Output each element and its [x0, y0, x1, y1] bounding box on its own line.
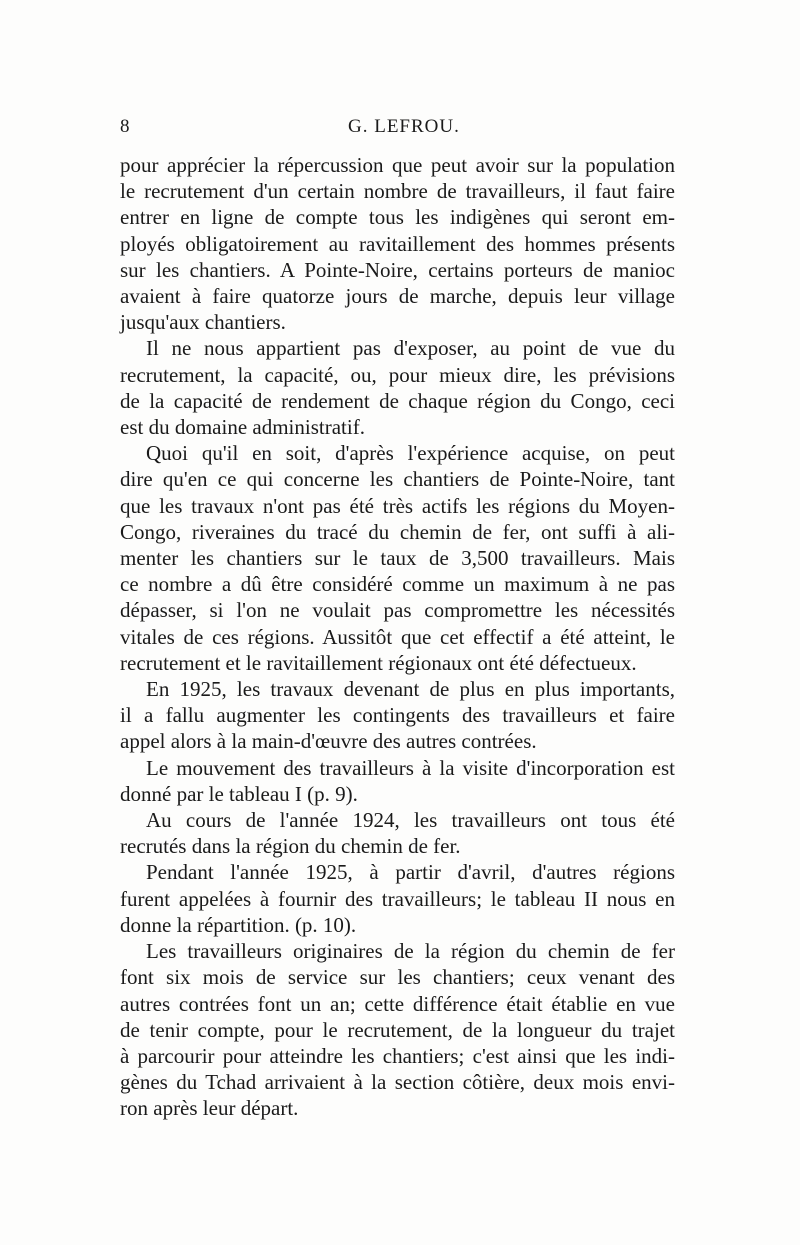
text-line: sur les chantiers. A Pointe-Noire, certains porteurs de manioc — [120, 257, 675, 282]
paragraph — [120, 807, 675, 859]
paragraph — [120, 152, 675, 335]
paragraph — [120, 938, 675, 1121]
text-line: Les travailleurs originaires de la région du chemin de fer — [146, 939, 675, 964]
text-line: recrutement, la capacité, ou, pour mieux dire, les prévisions — [120, 362, 675, 387]
paragraph — [120, 335, 675, 440]
body-text — [120, 152, 675, 1122]
text-line: Congo, riveraines du tracé du chemin de fer, ont suffi à ali- — [120, 519, 675, 544]
text-line: de la capacité de rendement de chaque région du Congo, ceci — [120, 388, 675, 413]
text-line: Pendant l'année 1925, à partir d'avril, d'autres régions — [146, 860, 675, 885]
page-number: 8 — [120, 116, 130, 137]
text-line: jusqu'aux chantiers. — [120, 310, 286, 335]
text-line: donne la répartition. (p. 10). — [120, 912, 357, 937]
text-line: Au cours de l'année 1924, les travailleurs ont tous été — [146, 808, 675, 833]
paragraph — [120, 859, 675, 938]
text-line: appel alors à la main-d'œuvre des autres contrées. — [120, 729, 537, 754]
text-line: Il ne nous appartient pas d'exposer, au point de vue du — [146, 336, 675, 361]
text-line: donné par le tableau I (p. 9). — [120, 781, 358, 806]
text-line: à parcourir pour atteindre les chantiers; c'est ainsi que les indi- — [120, 1043, 675, 1068]
text-line: le recrutement d'un certain nombre de travailleurs, il faut faire — [120, 179, 675, 204]
text-line: ployés obligatoirement au ravitaillement des hommes présents — [120, 231, 675, 256]
running-head — [120, 116, 675, 142]
text-line: pour apprécier la répercussion que peut avoir sur la population — [120, 153, 675, 177]
text-line: dépasser, si l'on ne voulait pas compromettre les nécessités — [120, 598, 675, 623]
text-line: avaient à faire quatorze jours de marche, depuis leur village — [120, 284, 675, 309]
text-line: de tenir compte, pour le recrutement, de la longueur du trajet — [120, 1017, 675, 1042]
text-line: ron après leur départ. — [120, 1096, 299, 1121]
text-line: autres contrées font un an; cette différence était établie en vue — [120, 991, 675, 1016]
text-line: recrutés dans la région du chemin de fer. — [120, 834, 461, 859]
paragraph — [120, 676, 675, 755]
running-head-author: G. LEFROU. — [348, 116, 460, 137]
text-line: recrutement et le ravitaillement régionaux ont été défectueux. — [120, 650, 637, 675]
text-line: En 1925, les travaux devenant de plus en plus importants, — [146, 677, 675, 702]
text-line: entrer en ligne de compte tous les indigènes qui seront em- — [120, 205, 675, 230]
text-line: est du domaine administratif. — [120, 415, 365, 440]
paragraph — [120, 755, 675, 807]
text-line: vitales de ces régions. Aussitôt que cet effectif a été atteint, le — [120, 624, 675, 649]
text-line: que les travaux n'ont pas été très actifs les régions du Moyen- — [120, 493, 675, 518]
text-line: furent appelées à fournir des travailleurs; le tableau II nous en — [120, 886, 675, 911]
text-line: menter les chantiers sur le taux de 3,500 travailleurs. Mais — [120, 546, 675, 571]
text-line: Le mouvement des travailleurs à la visite d'incorporation est — [146, 755, 675, 780]
text-line: ce nombre a dû être considéré comme un maximum à ne pas — [120, 572, 675, 597]
text-line: font six mois de service sur les chantiers; ceux venant des — [120, 965, 675, 990]
paragraph — [120, 440, 675, 676]
text-line: gènes du Tchad arrivaient à la section côtière, deux mois envi- — [120, 1070, 675, 1095]
text-line: Quoi qu'il en soit, d'après l'expérience acquise, on peut — [146, 441, 675, 466]
text-line: dire qu'en ce qui concerne les chantiers de Pointe-Noire, tant — [120, 467, 675, 492]
text-line: il a fallu augmenter les contingents des travailleurs et faire — [120, 703, 675, 728]
